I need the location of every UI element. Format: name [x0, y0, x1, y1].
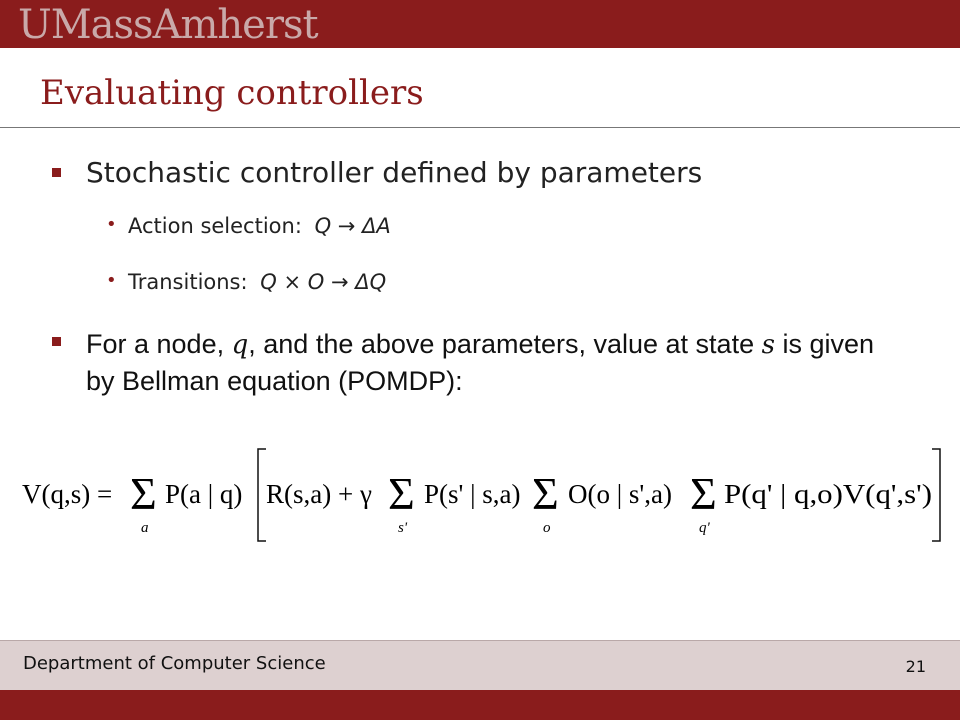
sub-bullet-label: Action selection:: [128, 214, 302, 238]
equation-term: P(a | q): [165, 479, 243, 509]
page-number: 21: [905, 657, 926, 676]
department-name: Department of Computer Science: [23, 653, 326, 674]
right-bracket-icon: [932, 449, 940, 541]
summation-index: a: [141, 520, 149, 536]
slide-title: Evaluating controllers: [40, 73, 424, 113]
summation-index: o: [543, 520, 551, 536]
math-variable-s: s: [761, 330, 775, 360]
summation-icon: Σ: [690, 468, 717, 519]
summation-index: s': [398, 520, 408, 536]
bullet-text-part: For a node,: [86, 329, 225, 359]
summation-icon: Σ: [130, 468, 157, 519]
bottom-bar: [0, 690, 960, 720]
bullet-text-part: , and the above parameters, value at state: [248, 329, 755, 359]
summation-icon: Σ: [532, 468, 559, 519]
summation-index: q': [699, 520, 710, 536]
footer-bar: [0, 640, 960, 691]
equation-term: P(s' | s,a): [424, 479, 521, 509]
sub-bullet-formula: Q → ΔA: [314, 214, 391, 238]
equation-term: O(o | s',a): [568, 479, 672, 509]
bullet-text-part: is given by Bellman equation (POMDP):: [86, 329, 875, 396]
dot-bullet-icon: •: [106, 270, 117, 291]
sub-bullet-formula: Q × O → ΔQ: [260, 270, 387, 294]
equation-term: P(q' | q,o)V(q',s'): [724, 479, 932, 509]
math-variable-q: q: [231, 330, 249, 360]
umass-logo: UMassAmherst: [18, 2, 318, 48]
left-bracket-icon: [258, 449, 266, 541]
equation-term: R(s,a) + γ: [266, 479, 372, 509]
equation-lhs: V(q,s) =: [22, 479, 113, 509]
bullet-text: Stochastic controller defined by parameters: [86, 156, 703, 189]
summation-icon: Σ: [388, 468, 415, 519]
dot-bullet-icon: •: [106, 214, 117, 235]
sub-bullet-label: Transitions:: [128, 270, 248, 294]
